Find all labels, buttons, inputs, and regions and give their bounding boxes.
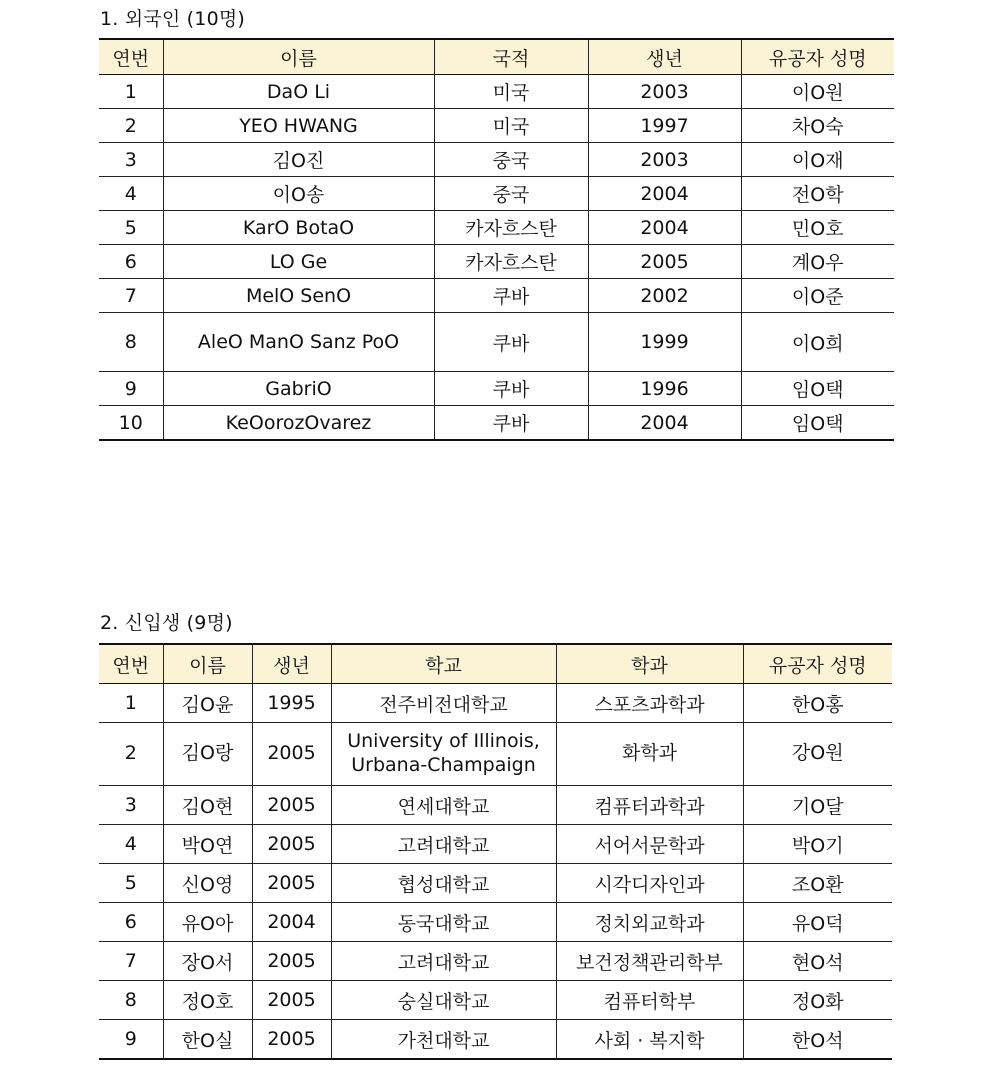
cell-name: LO Ge [163, 245, 434, 279]
cell-name: 박O연 [163, 825, 252, 864]
table-row [99, 903, 892, 942]
cell-birth-year: 2005 [252, 942, 331, 981]
cell-no: 4 [99, 825, 163, 864]
table-row [99, 211, 894, 245]
cell-no: 3 [99, 143, 163, 177]
cell-merit-name: 임O택 [741, 372, 894, 406]
table-row [99, 177, 894, 211]
cell-department: 컴퓨터과학과 [556, 786, 743, 825]
cell-department: 시각디자인과 [556, 864, 743, 903]
cell-merit-name: 기O달 [743, 786, 892, 825]
cell-school: 고려대학교 [331, 942, 556, 981]
cell-birth-year: 2005 [588, 245, 741, 279]
table-row [99, 723, 892, 786]
cell-no: 8 [99, 981, 163, 1020]
cell-no: 2 [99, 109, 163, 143]
cell-merit-name: 임O택 [741, 406, 894, 441]
cell-no: 5 [99, 211, 163, 245]
cell-birth-year: 1996 [588, 372, 741, 406]
cell-name: KarO BotaO [163, 211, 434, 245]
cell-merit-name: 계O우 [741, 245, 894, 279]
cell-birth-year: 2005 [252, 981, 331, 1020]
cell-school: 고려대학교 [331, 825, 556, 864]
cell-department: 화학과 [556, 723, 743, 786]
cell-name: 김O현 [163, 786, 252, 825]
header-department: 학과 [556, 644, 743, 684]
cell-name: 장O서 [163, 942, 252, 981]
cell-nationality: 쿠바 [434, 372, 588, 406]
cell-birth-year: 2004 [588, 177, 741, 211]
cell-department: 보건정책관리학부 [556, 942, 743, 981]
cell-name: 유O아 [163, 903, 252, 942]
section-title-foreigners: 1. 외국인 (10명) [100, 8, 246, 30]
section-title-freshmen: 2. 신입생 (9명) [100, 612, 233, 634]
cell-no: 3 [99, 786, 163, 825]
cell-department: 컴퓨터학부 [556, 981, 743, 1020]
cell-no: 7 [99, 279, 163, 313]
table-row [99, 786, 892, 825]
cell-name: KeOorozOvarez [163, 406, 434, 441]
cell-name: 한O실 [163, 1020, 252, 1060]
cell-merit-name: 현O석 [743, 942, 892, 981]
cell-name: YEO HWANG [163, 109, 434, 143]
cell-birth-year: 2004 [588, 406, 741, 441]
cell-merit-name: 유O덕 [743, 903, 892, 942]
cell-birth-year: 2005 [252, 786, 331, 825]
cell-name: 김O랑 [163, 723, 252, 786]
table-row [99, 313, 894, 372]
cell-name: 신O영 [163, 864, 252, 903]
cell-nationality: 카자흐스탄 [434, 211, 588, 245]
cell-school: 협성대학교 [331, 864, 556, 903]
table-row [99, 372, 894, 406]
cell-name: 이O송 [163, 177, 434, 211]
cell-merit-name: 조O환 [743, 864, 892, 903]
cell-department: 사회 · 복지학 [556, 1020, 743, 1060]
cell-nationality: 쿠바 [434, 279, 588, 313]
cell-department: 서어서문학과 [556, 825, 743, 864]
cell-merit-name: 이O재 [741, 143, 894, 177]
cell-merit-name: 전O학 [741, 177, 894, 211]
table-row [99, 825, 892, 864]
header-no: 연번 [99, 644, 163, 684]
header-merit-name: 유공자 성명 [743, 644, 892, 684]
cell-birth-year: 2005 [252, 1020, 331, 1060]
cell-no: 6 [99, 903, 163, 942]
cell-birth-year: 2003 [588, 75, 741, 109]
table-row [99, 245, 894, 279]
table-row [99, 981, 892, 1020]
cell-no: 8 [99, 313, 163, 372]
cell-department: 스포츠과학과 [556, 684, 743, 723]
cell-name: 정O호 [163, 981, 252, 1020]
table-header-row [99, 39, 894, 75]
cell-birth-year: 2005 [252, 864, 331, 903]
cell-no: 2 [99, 723, 163, 786]
cell-birth-year: 2005 [252, 825, 331, 864]
cell-birth-year: 2004 [588, 211, 741, 245]
foreigners-table [99, 38, 894, 441]
cell-nationality: 중국 [434, 143, 588, 177]
header-school: 학교 [331, 644, 556, 684]
table-row [99, 143, 894, 177]
cell-no: 10 [99, 406, 163, 441]
cell-birth-year: 2004 [252, 903, 331, 942]
header-no: 연번 [99, 39, 163, 75]
cell-nationality: 미국 [434, 109, 588, 143]
cell-school: University of Illinois, Urbana-Champaign [331, 723, 556, 786]
cell-no: 4 [99, 177, 163, 211]
table-row [99, 109, 894, 143]
cell-birth-year: 2005 [252, 723, 331, 786]
cell-school: 가천대학교 [331, 1020, 556, 1060]
table-row [99, 406, 894, 441]
cell-no: 7 [99, 942, 163, 981]
cell-name: 김O진 [163, 143, 434, 177]
cell-birth-year: 1995 [252, 684, 331, 723]
cell-birth-year: 2003 [588, 143, 741, 177]
cell-no: 6 [99, 245, 163, 279]
cell-merit-name: 강O원 [743, 723, 892, 786]
cell-merit-name: 한O홍 [743, 684, 892, 723]
table-row [99, 942, 892, 981]
cell-merit-name: 박O기 [743, 825, 892, 864]
cell-name: 김O윤 [163, 684, 252, 723]
cell-nationality: 쿠바 [434, 313, 588, 372]
header-name: 이름 [163, 644, 252, 684]
cell-merit-name: 이O준 [741, 279, 894, 313]
cell-merit-name: 이O원 [741, 75, 894, 109]
table-row [99, 864, 892, 903]
cell-school: 전주비전대학교 [331, 684, 556, 723]
table-row [99, 1020, 892, 1060]
cell-birth-year: 1999 [588, 313, 741, 372]
cell-school: 동국대학교 [331, 903, 556, 942]
cell-school: 숭실대학교 [331, 981, 556, 1020]
cell-nationality: 중국 [434, 177, 588, 211]
cell-no: 5 [99, 864, 163, 903]
cell-nationality: 쿠바 [434, 406, 588, 441]
cell-name: DaO Li [163, 75, 434, 109]
header-nationality: 국적 [434, 39, 588, 75]
cell-merit-name: 민O호 [741, 211, 894, 245]
table-row [99, 684, 892, 723]
cell-nationality: 카자흐스탄 [434, 245, 588, 279]
cell-merit-name: 정O화 [743, 981, 892, 1020]
header-name: 이름 [163, 39, 434, 75]
cell-no: 1 [99, 75, 163, 109]
cell-no: 1 [99, 684, 163, 723]
cell-school: 연세대학교 [331, 786, 556, 825]
cell-nationality: 미국 [434, 75, 588, 109]
cell-birth-year: 1997 [588, 109, 741, 143]
table-row [99, 279, 894, 313]
cell-department: 정치외교학과 [556, 903, 743, 942]
header-birth-year: 생년 [588, 39, 741, 75]
cell-name: MelO SenO [163, 279, 434, 313]
cell-merit-name: 한O석 [743, 1020, 892, 1060]
cell-no: 9 [99, 1020, 163, 1060]
cell-birth-year: 2002 [588, 279, 741, 313]
table-row [99, 75, 894, 109]
cell-no: 9 [99, 372, 163, 406]
cell-merit-name: 차O숙 [741, 109, 894, 143]
header-birth-year: 생년 [252, 644, 331, 684]
cell-name: GabriO [163, 372, 434, 406]
header-merit-name: 유공자 성명 [741, 39, 894, 75]
cell-merit-name: 이O희 [741, 313, 894, 372]
cell-name: AleO ManO Sanz PoO [163, 313, 434, 372]
table-header-row [99, 644, 892, 684]
freshmen-table [99, 643, 892, 1060]
